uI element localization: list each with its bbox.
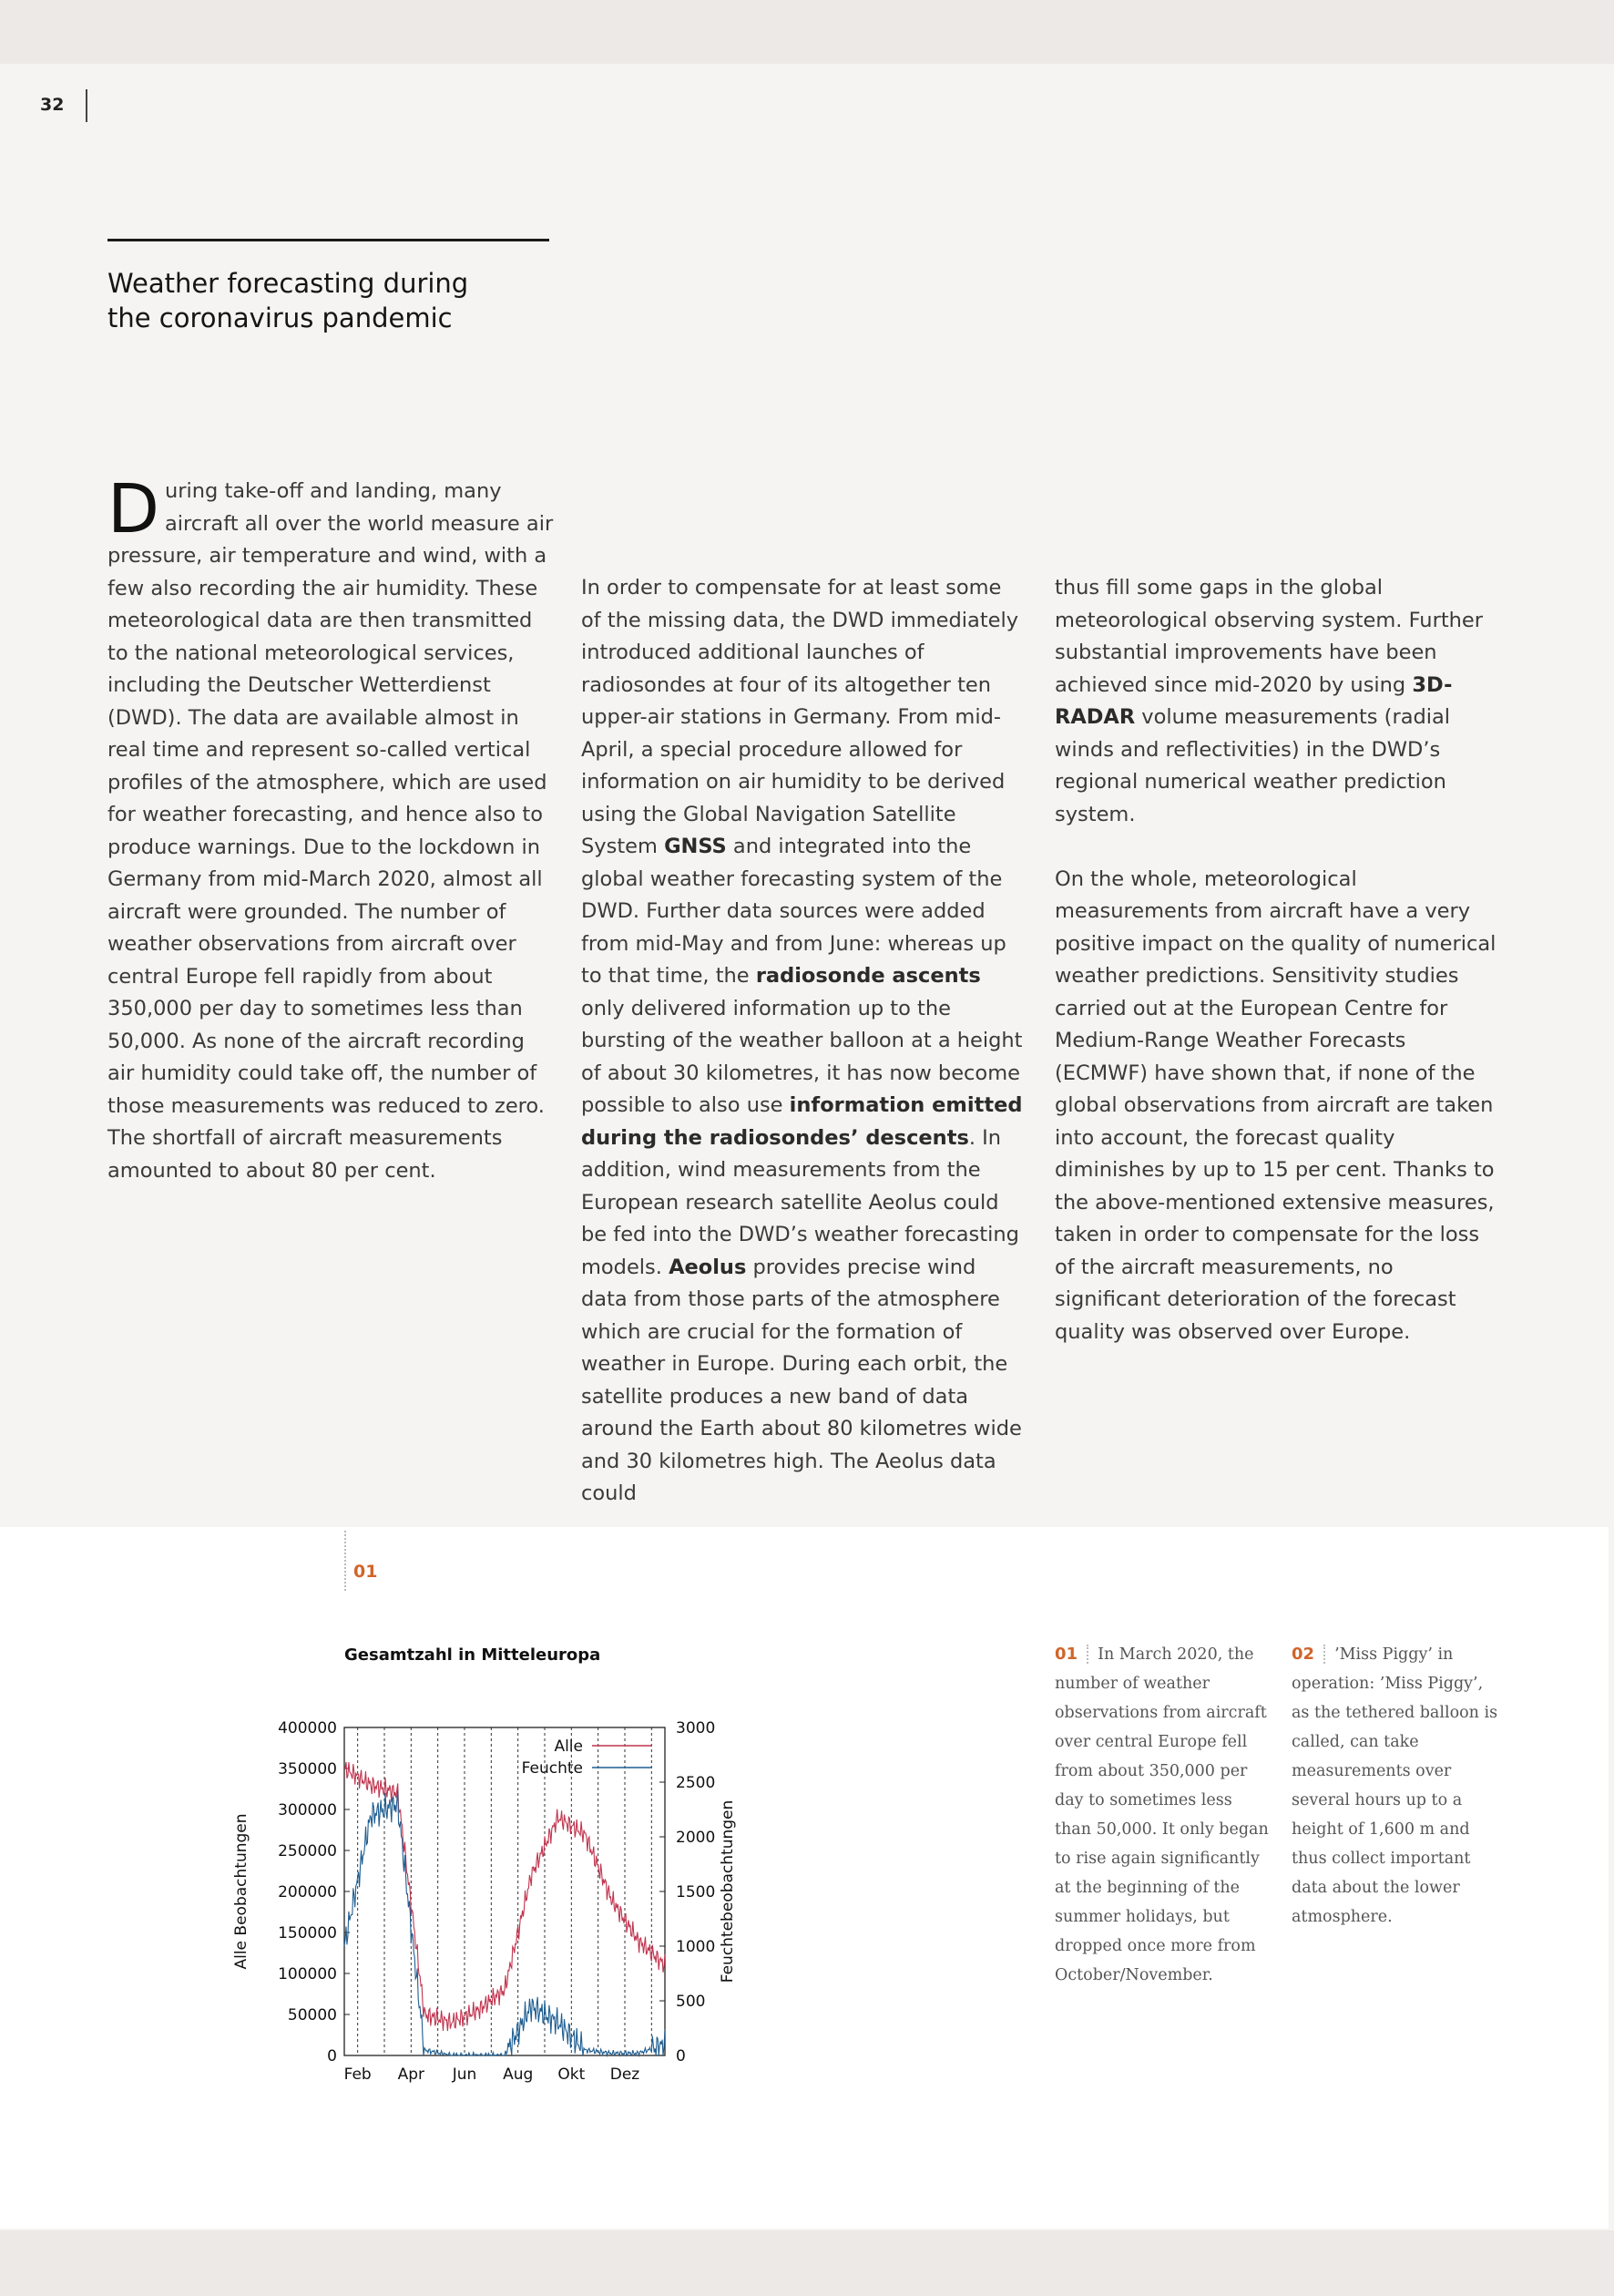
figure-number: 01: [353, 1562, 378, 1582]
y2-tick-label: 500: [676, 1993, 706, 2011]
body-column-1: [107, 470, 554, 1187]
column-3-text-2: volume measurements (radial winds and reflectivities) in the DWD’s regional numerical weather prediction system.: [1055, 705, 1451, 826]
plot-frame: [344, 1727, 665, 2055]
figure-marker-line: [344, 1531, 346, 1591]
observations-chart: [219, 1704, 783, 2096]
column-2-text-1: In order to compensate for at least some of the missing data, the DWD immediately introduced additional launches of radiosondes at four of its altogether ten upper-air stations in Germany. From mid-April, a special procedure allowed for information on air humidity to be derived using the Global Navigation Satellite System: [581, 576, 1019, 858]
legend-label-feuchte: Feuchte: [521, 1759, 583, 1778]
keyword-gnss: GNSS: [664, 835, 727, 858]
y2-tick-label: 1000: [676, 1938, 716, 1956]
series-line-feuchte: [344, 1790, 665, 2055]
title-line-2: the coronavirus pandemic: [107, 302, 453, 333]
drop-cap: D: [107, 470, 159, 548]
x-tick-label: Dez: [609, 2065, 640, 2084]
caption-number: 02: [1292, 1645, 1325, 1664]
page-number-divider: [86, 89, 87, 122]
chart-title: Gesamtzahl in Mitteleuropa: [344, 1645, 601, 1665]
keyword-radiosonde-descents: information emitted during the radiosondes’ descents: [581, 1093, 1023, 1150]
keyword-3d-radar: 3D-RADAR: [1055, 672, 1453, 729]
caption-02: [1292, 1640, 1506, 1932]
paragraph-gap: [1055, 831, 1501, 864]
y-tick-label: 350000: [278, 1760, 337, 1778]
body-column-3: [1055, 572, 1501, 1348]
y-tick-label: 250000: [278, 1842, 337, 1860]
column-2-text-3: only delivered information up to the bursting of the weather balloon at a height of about 30 kilometres, it has now become possible to also use: [581, 996, 1023, 1117]
x-tick-label: Feb: [343, 2065, 372, 2084]
keyword-radiosonde-ascents: radiosonde ascents: [755, 964, 981, 988]
y2-tick-label: 3000: [676, 1719, 716, 1737]
y2-tick-label: 1500: [676, 1883, 716, 1901]
caption-01: [1055, 1640, 1269, 1990]
article-title: [107, 266, 468, 335]
keyword-aeolus: Aeolus: [669, 1255, 747, 1279]
title-line-1: Weather forecasting during: [107, 268, 469, 299]
y-tick-label: 0: [327, 2047, 337, 2065]
page-number: 32: [40, 95, 65, 115]
title-rule: [107, 239, 549, 241]
y-tick-label: 150000: [278, 1924, 337, 1942]
y-tick-label: 300000: [278, 1801, 337, 1819]
column-3-text-3: On the whole, meteorological measurements from aircraft have a very positive impact on the quality of numerical weather predictions. Sensitivity studies carried out at the European Centre for Medium-Range Weather Forecasts (ECMWF) have shown that, if none of the global observations from aircraft are taken into account, the forecast quality diminishes by up to 15 per cent. Thanks to the above-mentioned extensive measures, taken in order to compensate for the loss of the aircraft measurements, no significant deterioration of the forecast quality was observed over Europe.: [1055, 866, 1497, 1344]
y-tick-label: 100000: [278, 1965, 337, 1983]
caption-text: In March 2020, the number of weather observations from aircraft over central Europe fell from about 350,000 per day to sometimes less than 50,000. It only began to rise again significantly at the beginning of the summer holidays, but dropped once more from October/November.: [1055, 1645, 1269, 1984]
y2-tick-label: 2500: [676, 1774, 716, 1792]
caption-text: ’Miss Piggy’ in operation: ’Miss Piggy’, as the tethered balloon is called, can take measurements over several hours up to a height of 1,600 m and thus collect important data about the lower atmosphere.: [1292, 1645, 1498, 1926]
y-tick-label: 400000: [278, 1719, 337, 1737]
caption-number: 01: [1055, 1645, 1088, 1664]
column-2-text-4: . In addition, wind measurements from the European research satellite Aeolus could be fed into the DWD’s weather forecasting models.: [581, 1125, 1019, 1279]
x-tick-label: Jun: [452, 2065, 477, 2084]
y2-tick-label: 0: [676, 2047, 686, 2065]
column-1-text: uring take-off and landing, many aircraft all over the world measure air pressure, air temperature and wind, with a few also recording the air humidity. These meteorological data are then transmitted to the national meteorological services, including the Deutscher Wetterdienst (DWD). The data are available almost in real time and represent so-called vertical profiles of the atmosphere, which are used for weather forecasting, and hence also to produce warnings. Due to the lockdown in Germany from mid-March 2020, almost all aircraft were grounded. The number of weather observations from aircraft over central Europe fell rapidly from about 350,000 per day to sometimes less than 50,000. As none of the aircraft recording air humidity could take off, the number of those measurements was reduced to zero. The shortfall of aircraft measurements amounted to about 80 per cent.: [107, 479, 554, 1183]
x-tick-label: Apr: [397, 2065, 425, 2084]
column-2-text-5: provides precise wind data from those parts of the atmosphere which are crucial for the formation of weather in Europe. During each orbit, the satellite produces a new band of data around the Earth about 80 kilometres wide and 30 kilometres high. The Aeolus data could: [581, 1255, 1022, 1505]
y2-tick-label: 2000: [676, 1829, 716, 1847]
column-2-text-2: and integrated into the global weather forecasting system of the DWD. Further data sources were added from mid-May and from June: whereas up to that time, the: [581, 835, 1006, 988]
y-tick-label: 50000: [287, 2006, 337, 2024]
legend-label-alle: Alle: [554, 1737, 583, 1756]
y2-axis-label: Feuchtebeobachtungen: [719, 1799, 737, 1983]
x-tick-label: Okt: [557, 2065, 586, 2084]
body-column-2: [581, 572, 1027, 1511]
y-tick-label: 200000: [278, 1883, 337, 1901]
column-3-text-1: thus fill some gaps in the global meteorological observing system. Further substantial improvements have been achieved since mid-2020 by using: [1055, 576, 1483, 697]
y-axis-label: Alle Beobachtungen: [232, 1813, 250, 1970]
x-tick-label: Aug: [503, 2065, 534, 2084]
